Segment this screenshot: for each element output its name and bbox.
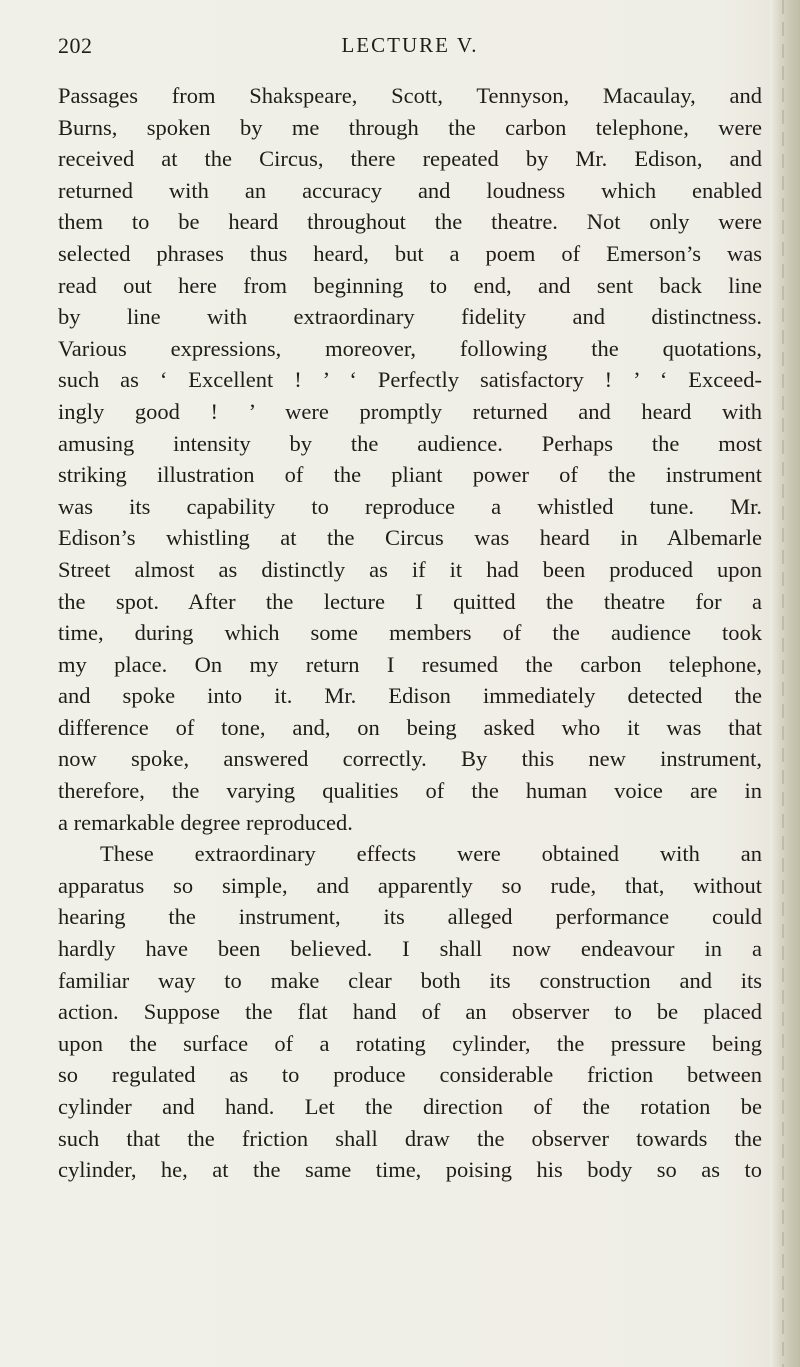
text-line: Various expressions, moreover, following the quotations, bbox=[58, 335, 762, 361]
text-line: by line with extraordinary fidelity and distinctness. bbox=[58, 304, 762, 330]
body-text bbox=[58, 80, 762, 1186]
text-line: hearing the instrument, its alleged performance could bbox=[58, 904, 762, 930]
text-line: difference of tone, and, on being asked who it was that bbox=[58, 714, 762, 740]
text-line: Burns, spoken by me through the carbon telephone, were bbox=[58, 114, 762, 140]
text-line: Edison’s whistling at the Circus was heard in Albemarle bbox=[58, 525, 762, 551]
text-line: These extraordinary effects were obtained with an bbox=[100, 841, 762, 867]
text-line: Street almost as distinctly as if it had been produced upon bbox=[58, 556, 762, 582]
text-line: therefore, the varying qualities of the human voice are in bbox=[58, 778, 762, 804]
text-line: striking illustration of the pliant power of the instrument bbox=[58, 462, 762, 488]
text-line: ingly good ! ’ were promptly returned and heard with bbox=[58, 398, 762, 424]
text-line: action. Suppose the flat hand of an observer to be placed bbox=[58, 999, 762, 1025]
text-line: such as ‘ Excellent ! ’ ‘ Perfectly satisfactory ! ’ ‘ Exceed- bbox=[58, 367, 762, 393]
text-line: a remarkable degree reproduced. bbox=[58, 809, 353, 835]
text-line: them to be heard throughout the theatre. Not only were bbox=[58, 209, 762, 235]
text-line: such that the friction shall draw the observer towards the bbox=[58, 1125, 762, 1151]
text-line: upon the surface of a rotating cylinder, the pressure being bbox=[58, 1030, 762, 1056]
text-line: Passages from Shakspeare, Scott, Tennyson, Macaulay, and bbox=[58, 83, 762, 108]
running-head: LECTURE V. bbox=[341, 33, 479, 57]
text-line: selected phrases thus heard, but a poem of Emerson’s was bbox=[58, 240, 762, 266]
text-line: familiar way to make clear both its construction and its bbox=[58, 967, 762, 993]
text-line: read out here from beginning to end, and sent back line bbox=[58, 272, 762, 298]
page-edge-shadow bbox=[770, 0, 800, 1367]
text-line: was its capability to reproduce a whistled tune. Mr. bbox=[58, 493, 762, 519]
text-line: the spot. After the lecture I quitted the theatre for a bbox=[58, 588, 762, 614]
text-line: now spoke, answered correctly. By this new instrument, bbox=[58, 746, 762, 772]
text-line: cylinder and hand. Let the direction of the rotation be bbox=[58, 1094, 762, 1119]
text-line: time, during which some members of the audience took bbox=[58, 620, 762, 646]
text-line: so regulated as to produce considerable friction between bbox=[58, 1062, 762, 1088]
text-line: apparatus so simple, and apparently so rude, that, without bbox=[58, 872, 762, 898]
text-line: cylinder, he, at the same time, poising his body so as to bbox=[58, 1157, 762, 1183]
text-line: received at the Circus, there repeated by Mr. Edison, and bbox=[58, 146, 762, 172]
text-line: and spoke into it. Mr. Edison immediately detected the bbox=[58, 683, 762, 709]
text-line: returned with an accuracy and loudness which enabled bbox=[58, 177, 762, 203]
page-header bbox=[58, 33, 762, 63]
paragraph bbox=[58, 838, 762, 1186]
text-line: hardly have been believed. I shall now endeavour in a bbox=[58, 936, 762, 962]
text-line: amusing intensity by the audience. Perhaps the most bbox=[58, 430, 762, 456]
paragraph bbox=[58, 80, 762, 838]
text-line: my place. On my return I resumed the carbon telephone, bbox=[58, 651, 762, 677]
page-number: 202 bbox=[58, 33, 93, 58]
